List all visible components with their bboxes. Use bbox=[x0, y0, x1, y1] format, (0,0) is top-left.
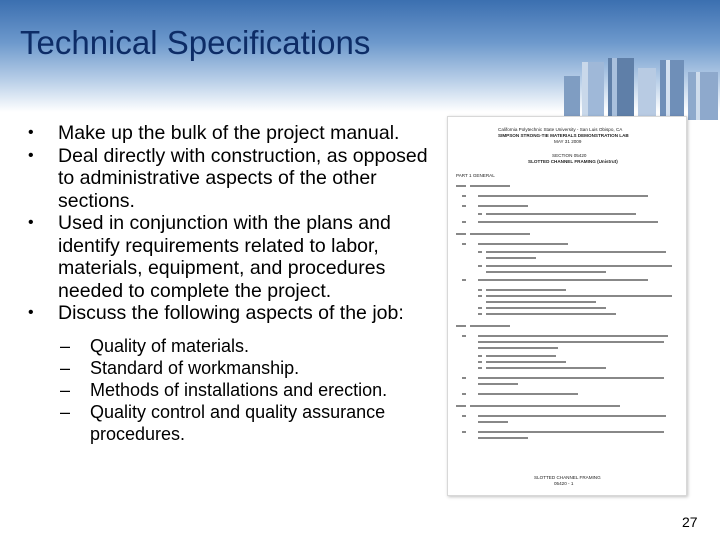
sub-bullet-item: – Methods of installations and erection. bbox=[58, 379, 448, 401]
bullet-item bbox=[28, 302, 448, 445]
bullet-item: • Make up the bulk of the project manual. bbox=[28, 122, 448, 145]
bullet-item: • Deal directly with construction, as opposed to administrative aspects of the other sections. bbox=[28, 145, 448, 213]
doc-part-heading: PART 1 GENERAL bbox=[456, 173, 495, 178]
bullet-item: • Used in conjunction with the plans and identify requirements related to labor, materials, equipment, and procedures needed to complete the project. bbox=[28, 212, 448, 302]
doc-header-line: SIMPSON STRONG-TIE MATERIALS DEMONSTRATION LAB bbox=[498, 133, 629, 138]
sub-bullet-item: – Quality control and quality assurance procedures. bbox=[58, 401, 448, 445]
doc-section-title: SLOTTED CHANNEL FRAMING (Unistrut) bbox=[528, 159, 618, 164]
doc-header-line: MAY 31 2009 bbox=[554, 139, 582, 144]
doc-footer-line: 05420 - 1 bbox=[554, 481, 574, 486]
title-banner bbox=[0, 0, 720, 112]
doc-body-lines bbox=[456, 183, 678, 455]
skyscraper-image bbox=[560, 58, 720, 120]
doc-section-number: SECTION 05420 bbox=[552, 153, 587, 158]
doc-header-line: California Polytechnic State University - San Luis Obispo, CA bbox=[498, 127, 623, 132]
bullet-list bbox=[28, 122, 448, 445]
page-number: 27 bbox=[682, 514, 698, 530]
sub-bullet-item: – Standard of workmanship. bbox=[58, 357, 448, 379]
specification-document-image bbox=[447, 116, 687, 496]
doc-footer-line: SLOTTED CHANNEL FRAMING bbox=[534, 475, 601, 480]
bullet-text: Discuss the following aspects of the job: bbox=[58, 302, 404, 324]
slide-title: Technical Specifications bbox=[20, 24, 371, 61]
sub-bullet-list bbox=[58, 335, 448, 445]
sub-bullet-item: – Quality of materials. bbox=[58, 335, 448, 357]
